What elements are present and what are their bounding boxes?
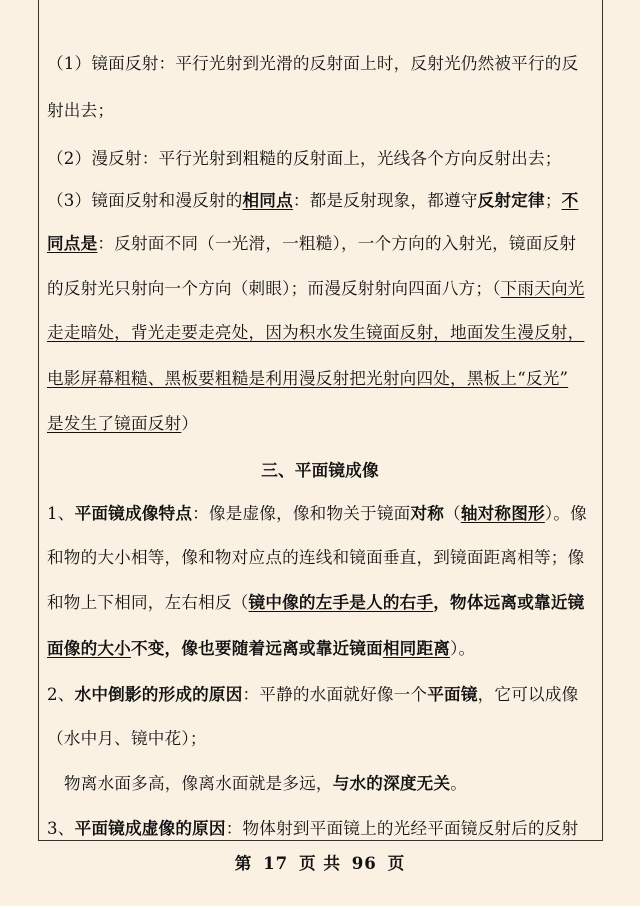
text-span: ，它可以成像 [477,685,579,704]
emphasis-span: 相同点 [242,190,293,210]
text-span: 。 [450,774,468,793]
text-span: （2）漫反射：平行光射到粗糙的反射面上，光线各个方向反射出去； [47,149,562,168]
section-heading [0,458,640,482]
underlined-span: 电影屏幕粗糙、黑板要粗糙是利用漫反射把光射向四处，黑板上“反光” [47,369,569,388]
text-span: ：都是反射现象，都遵守 [292,191,478,210]
text-line [47,231,576,256]
text-span: 1、 [47,504,75,523]
text-line [47,321,584,345]
emphasis-span: 不变，像也要随着远离或靠近镜面 [130,638,383,658]
text-line [47,147,562,171]
text-line [47,412,198,436]
footer-prefix: 第 [234,853,253,873]
footer-page-number: 17 [263,853,289,873]
text-line [47,188,578,213]
emphasis-span: 镜中像的左手是人的右手 [248,592,434,612]
text-span: 2、 [47,685,75,704]
text-span: ）。 [450,639,476,658]
text-span: ：像是虚像，像和物关于镜面 [192,504,411,523]
text-line [64,771,467,796]
text-line [47,277,585,301]
text-line [47,546,584,570]
emphasis-span: 对称 [410,503,445,523]
text-span: ； [544,191,562,210]
text-span: （1）镜面反射：平行光射到光滑的反射面上时，反射光仍然被平行的反 [47,54,579,73]
text-span: ：平静的水面就好像一个 [242,685,428,704]
text-span: ） [181,414,199,433]
emphasis-span: 平面镜成像特点 [74,503,193,523]
underlined-span: 下雨天向光 [500,279,585,298]
text-span: 物离水面多高，像离水面就是多远， [64,774,333,793]
text-span: 和物上下相同，左右相反（ [47,593,249,612]
emphasis-span: 相同距离 [382,638,451,658]
text-span: 3、 [47,819,75,838]
underlined-span: 走走暗处，背光走要走亮处，因为积水发生镜面反射，地面发生漫反射， [47,323,585,342]
footer-middle: 页 共 [299,853,341,873]
text-span: ：物体射到平面镜上的光经平面镜反射后的反射 [225,819,579,838]
emphasis-span: 反射定律 [477,190,545,210]
text-span: （3）镜面反射和漫反射的 [47,191,243,210]
text-line [47,816,578,841]
text-span: （ [444,504,461,523]
text-line [47,99,114,123]
emphasis-span: 面像的大小 [47,638,131,658]
text-line [47,636,475,661]
emphasis-span: ，物体远离或靠近镜 [433,592,585,612]
emphasis-span: 同点是 [47,233,98,253]
footer-suffix: 页 [387,853,406,873]
emphasis-span: 水中倒影的形成的原因 [74,684,243,704]
footer-total-pages: 96 [351,853,377,873]
text-line [47,501,587,526]
underlined-span: 是发生了镜面反射 [47,414,182,433]
emphasis-span: 轴对称图形 [460,503,545,523]
heading-text: 三、平面镜成像 [261,460,379,480]
emphasis-span: 平面镜成虚像的原因 [74,818,226,838]
page-footer [0,850,640,874]
text-line [47,52,578,76]
emphasis-span: 与水的深度无关 [332,773,451,793]
emphasis-span: 不 [561,190,579,210]
text-span: （水中月、镜中花）； [47,729,207,748]
text-line [47,367,568,391]
text-line [47,727,207,751]
emphasis-span: 平面镜 [427,684,478,704]
text-span: ）。像 [544,504,587,523]
text-span: 和物的大小相等，像和物对应点的连线和镜面垂直，到镜面距离相等；像 [47,548,585,567]
text-span: ：反射面不同（一光滑，一粗糙），一个方向的入射光，镜面反射 [97,234,577,253]
text-line [47,682,578,707]
text-span: 的反射光只射向一个方向（刺眼）；而漫反射射向四面八方；（ [47,279,501,298]
text-line [47,590,584,615]
text-span: 射出去； [47,101,115,120]
